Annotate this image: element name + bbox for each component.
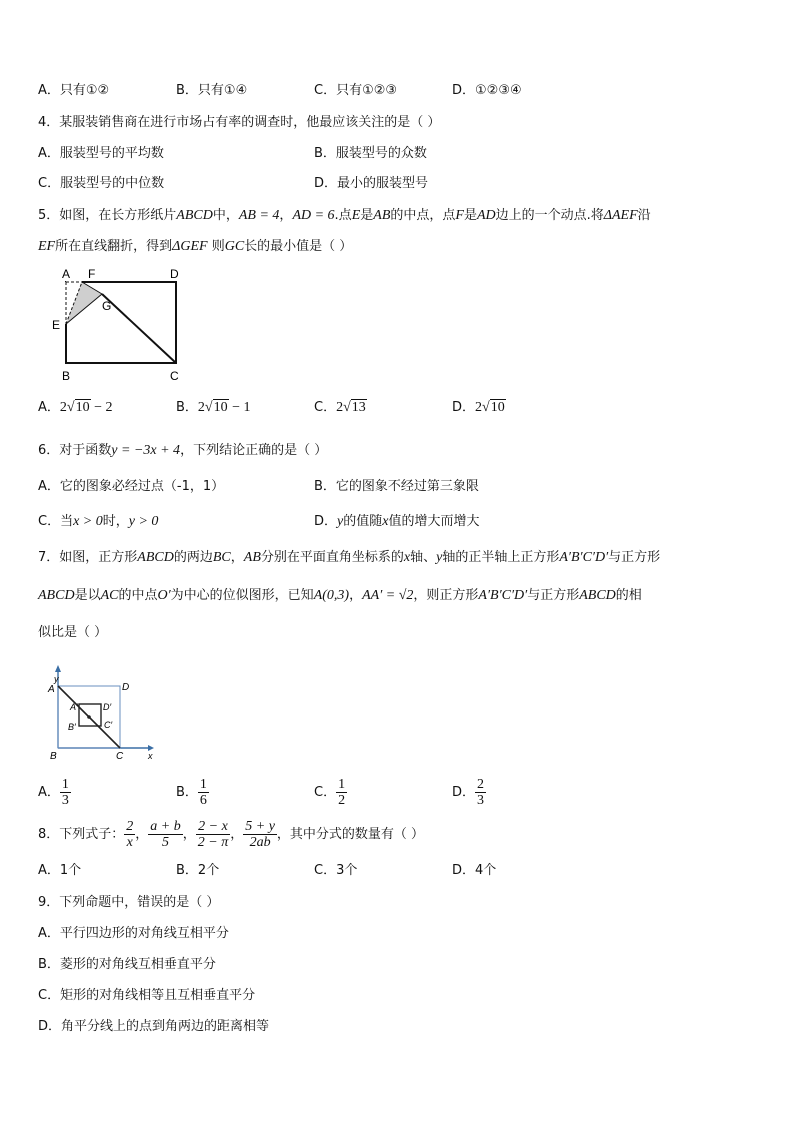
q5-option-b: B．2√10 − 1 bbox=[176, 400, 251, 415]
q3-option-b: B．只有①④ bbox=[176, 83, 248, 98]
q7-coordinate-figure bbox=[44, 662, 160, 762]
q3-option-c: C．只有①②③ bbox=[314, 83, 398, 98]
q9-stem: 9．下列命题中，错误的是（ ） bbox=[38, 895, 220, 910]
label-a: A bbox=[62, 268, 71, 281]
q8-option-c: C．3个 bbox=[314, 863, 358, 878]
q8-stem: 8．下列式子： $\frac{2}{x}$ ， $\frac{a + b}{5}$ ， $\frac{2 - x}{2 - \pi}$ ， $\frac{5 + y}{2ab}$ ，其中分式的数量有（ ） bbox=[38, 819, 425, 850]
q9-option-a: A．平行四边形的对角线互相平分 bbox=[38, 926, 229, 941]
q5-option-c: C．2√13 bbox=[314, 400, 366, 415]
label-bp: B′ bbox=[68, 722, 76, 732]
label-a: A bbox=[48, 684, 55, 695]
q4-option-b: B．服装型号的众数 bbox=[314, 146, 427, 161]
q6-option-b: B．它的图象不经过第三象限 bbox=[314, 479, 479, 494]
label-f: F bbox=[88, 268, 96, 281]
q5-stem-line1: 5．如图，在长方形纸片ABCD中，AB = 4，AD = 6.点E是AB的中点，点F是AD边上的一个动点.将ΔAEF沿 bbox=[38, 208, 651, 223]
q4-option-a: A．服装型号的平均数 bbox=[38, 146, 164, 161]
q7-option-c: C． $\frac{1}{2}$ bbox=[314, 777, 346, 808]
q4-option-c: C．服装型号的中位数 bbox=[38, 176, 165, 191]
label-b: B bbox=[50, 751, 57, 762]
q5-option-a: A．2√10 − 2 bbox=[38, 400, 113, 415]
label-b: B bbox=[62, 369, 71, 383]
q5-rectangle-figure bbox=[46, 268, 196, 386]
label-c: C bbox=[116, 751, 124, 762]
q7-stem-line3: 似比是（ ） bbox=[38, 625, 108, 640]
q3-option-a: A．只有①② bbox=[38, 83, 110, 98]
q9-option-b: B．菱形的对角线互相垂直平分 bbox=[38, 957, 216, 972]
label-x: x bbox=[148, 751, 153, 761]
q7-stem-line2: ABCD是以AC的中点O′为中心的位似图形，已知A(0,3)，AA′ = √2，则正方形A′B′C′D′与正方形ABCD的相 bbox=[38, 588, 642, 603]
label-d: D bbox=[122, 682, 130, 693]
q6-stem: 6．对于函数y = −3x + 4，下列结论正确的是（ ） bbox=[38, 443, 328, 458]
square-apbpcpdp bbox=[79, 704, 101, 726]
q4-stem: 4．某服装销售商在进行市场占有率的调查时，他最应该关注的是（ ） bbox=[38, 115, 441, 130]
q8-option-d: D．4个 bbox=[452, 863, 497, 878]
q6-option-a: A．它的图象必经过点（-1，1） bbox=[38, 479, 225, 494]
label-d: D bbox=[170, 268, 179, 281]
q7-stem-line1: 7．如图，正方形ABCD的两边BC，AB分别在平面直角坐标系的x轴、y轴的正半轴上正方形A′B′C′D′与正方形 bbox=[38, 550, 661, 565]
label-e: E bbox=[52, 318, 61, 332]
q5-stem-line2: EF所在直线翻折，得到ΔGEF 则GC长的最小值是（ ） bbox=[38, 239, 353, 254]
q9-option-c: C．矩形的对角线相等且互相垂直平分 bbox=[38, 988, 256, 1003]
q6-option-d: D．y的值随x值的增大而增大 bbox=[314, 514, 480, 529]
label-dp: D′ bbox=[103, 702, 112, 712]
folded-triangle-shade bbox=[66, 282, 102, 324]
y-arrow-icon bbox=[55, 665, 61, 672]
label-c: C bbox=[170, 369, 179, 383]
q3-option-d: D．①②③④ bbox=[452, 83, 522, 98]
label-cp: C′ bbox=[104, 720, 113, 730]
q7-option-b: B． $\frac{1}{6}$ bbox=[176, 777, 207, 808]
label-ap: A′ bbox=[70, 702, 78, 712]
q5-option-d: D．2√10 bbox=[452, 400, 505, 415]
segment-gc bbox=[102, 294, 176, 363]
center-point bbox=[87, 715, 91, 719]
q7-option-a: A． $\frac{1}{3}$ bbox=[38, 777, 69, 808]
q7-option-d: D． $\frac{2}{3}$ bbox=[452, 777, 485, 808]
q8-option-a: A．1个 bbox=[38, 863, 82, 878]
q6-option-c: C．当x > 0时，y > 0 bbox=[38, 514, 159, 529]
label-g: G bbox=[102, 299, 112, 313]
q4-option-d: D．最小的服装型号 bbox=[314, 176, 429, 191]
q9-option-d: D．角平分线上的点到角两边的距离相等 bbox=[38, 1019, 270, 1034]
q8-option-b: B．2个 bbox=[176, 863, 220, 878]
label-y: y bbox=[54, 674, 59, 684]
